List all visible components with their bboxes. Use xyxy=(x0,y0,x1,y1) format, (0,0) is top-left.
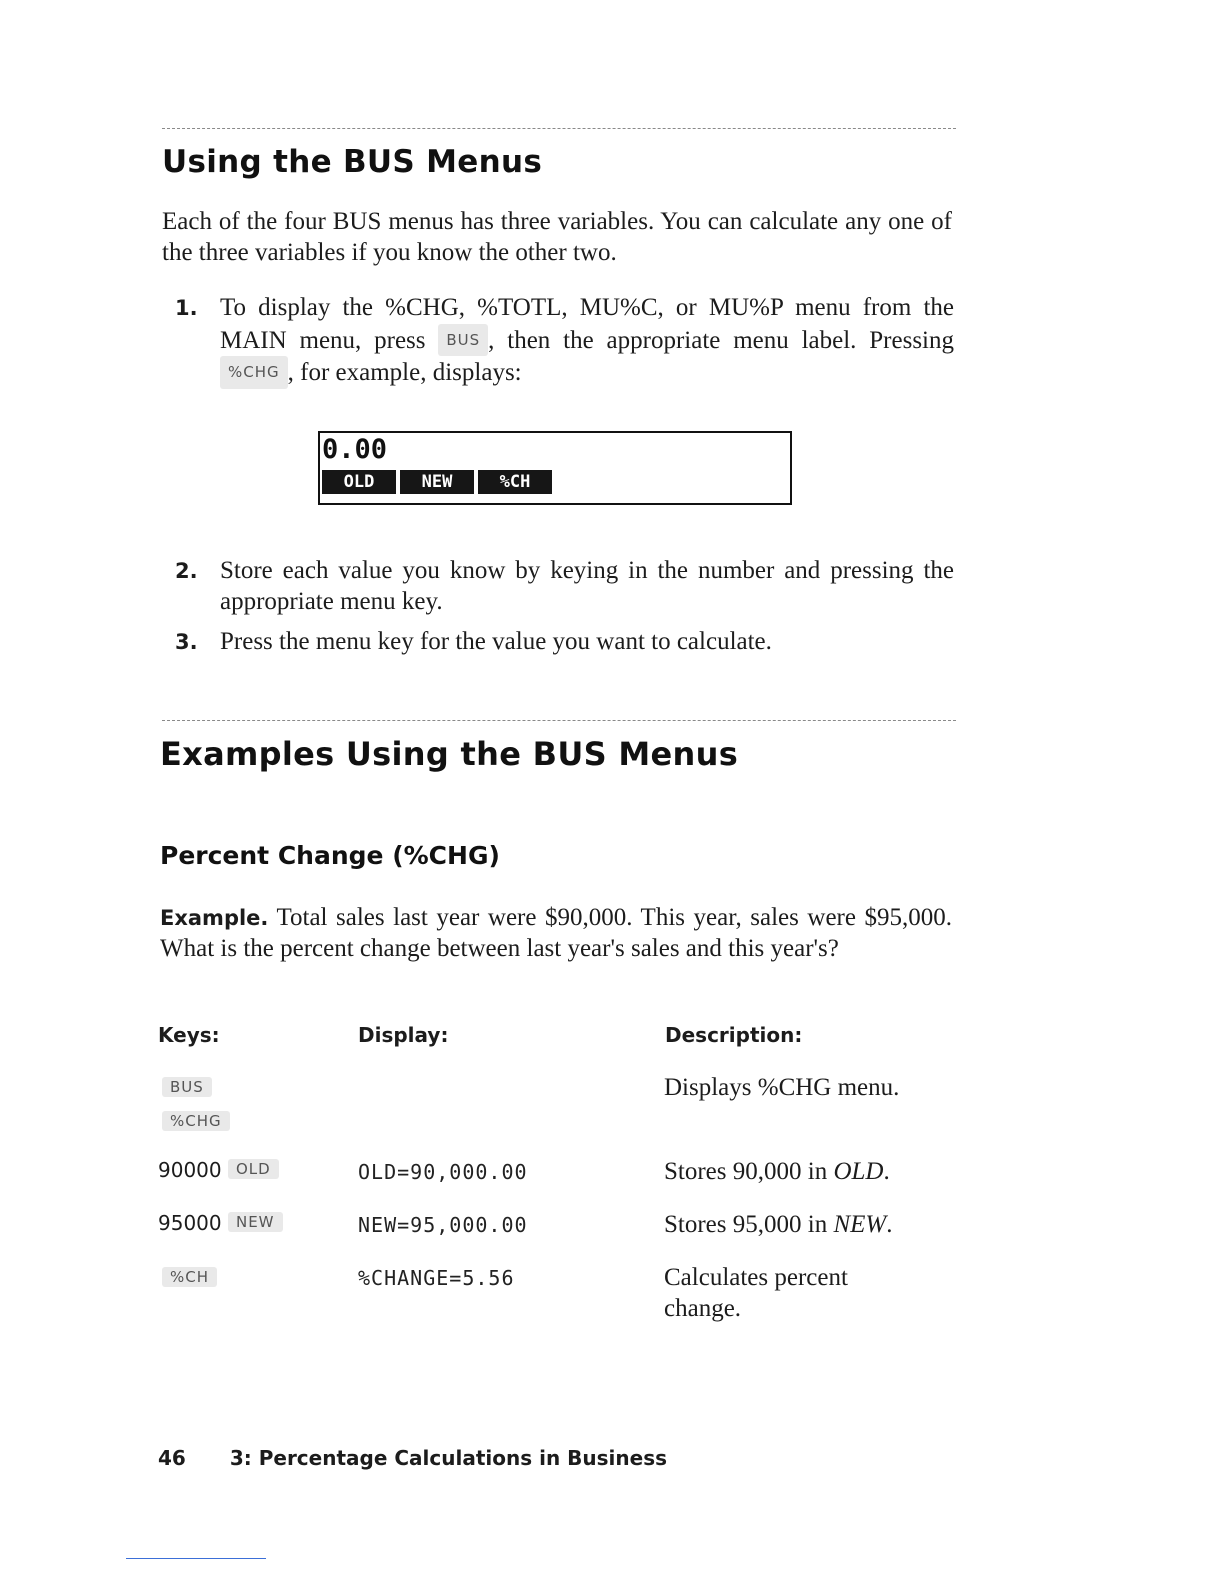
step-text: Store each value you know by keying in the number and pressing the appropriate menu key. xyxy=(220,557,954,615)
old-key[interactable]: OLD xyxy=(228,1159,279,1179)
ch-key[interactable]: %CH xyxy=(162,1267,217,1287)
page-footer xyxy=(158,1446,667,1470)
new-key[interactable]: NEW xyxy=(228,1212,283,1232)
menu-label-old: OLD xyxy=(322,470,396,494)
row1-keys xyxy=(158,1076,230,1134)
display-value: 0.00 xyxy=(322,434,388,465)
step-text: Press the menu key for the value you want to calculate. xyxy=(220,628,772,655)
row4-description: Calculates percent change. xyxy=(664,1264,848,1322)
row3-display: NEW=95,000.00 xyxy=(358,1213,528,1237)
section-title-using-bus-menus: Using the BUS Menus xyxy=(162,144,543,180)
menu-label-new: NEW xyxy=(400,470,474,494)
calculator-display xyxy=(318,431,792,505)
chg-key[interactable]: %CHG xyxy=(162,1111,230,1131)
row3-description: Stores 95,000 in NEW. xyxy=(664,1211,893,1238)
row3-keys xyxy=(158,1211,283,1235)
display-menu-labels xyxy=(322,470,552,494)
step-number: 1. xyxy=(175,296,198,320)
example-label: Example. xyxy=(160,906,269,930)
col-header-description: Description: xyxy=(665,1023,803,1047)
bus-key[interactable]: BUS xyxy=(162,1077,212,1097)
row4-keys xyxy=(158,1266,217,1290)
step-number: 2. xyxy=(175,559,198,583)
bus-key[interactable]: BUS xyxy=(438,324,488,357)
step-2 xyxy=(162,556,954,617)
intro-paragraph: Each of the four BUS menus has three variables. You can calculate any one of the three variables if you know the other two. xyxy=(162,208,952,266)
col-header-keys: Keys: xyxy=(158,1023,220,1047)
col-header-display: Display: xyxy=(358,1023,449,1047)
top-rule xyxy=(162,128,956,129)
step-3 xyxy=(162,627,954,658)
middle-rule xyxy=(162,720,956,721)
row2-display: OLD=90,000.00 xyxy=(358,1160,528,1184)
step-number: 3. xyxy=(175,630,198,654)
chapter-title: 3: Percentage Calculations in Business xyxy=(229,1446,668,1470)
row2-description: Stores 90,000 in OLD. xyxy=(664,1158,890,1185)
step-text: To display the %CHG, %TOTL, MU%C, or MU%P menu from the MAIN menu, press BUS , then the appropriate menu label. Pressing %CHG , for example, displays: xyxy=(220,293,954,389)
subsection-title-percent-change: Percent Change (%CHG) xyxy=(160,841,500,870)
row3-number: 95000 xyxy=(158,1211,222,1235)
chg-key[interactable]: %CHG xyxy=(220,356,288,389)
row4-display: %CHANGE=5.56 xyxy=(358,1266,515,1290)
bottom-blue-line xyxy=(126,1558,266,1559)
step-1 xyxy=(162,293,954,389)
row2-number: 90000 xyxy=(158,1158,222,1182)
row1-description: Displays %CHG menu. xyxy=(664,1074,900,1101)
page-number: 46 xyxy=(158,1446,186,1470)
row2-keys xyxy=(158,1158,279,1182)
example-paragraph: Example. Total sales last year were $90,000. This year, sales were $95,000. What is the percent change between last year's sales and this year's? xyxy=(160,904,952,962)
menu-label-ch: %CH xyxy=(478,470,552,494)
section-title-examples: Examples Using the BUS Menus xyxy=(160,735,739,773)
